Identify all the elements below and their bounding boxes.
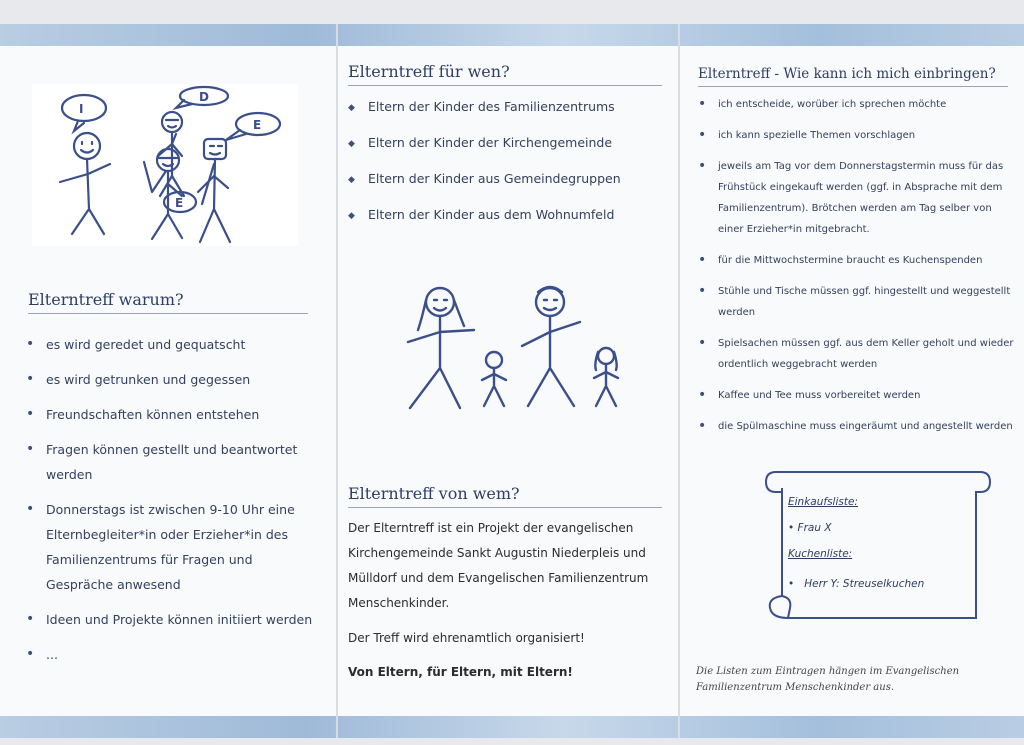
list-item: • für die Mittwochstermine braucht es Kuchenspenden [696,250,1014,271]
for-whom-list [346,98,666,242]
why-list [24,332,314,677]
list-item: • ich entscheide, worüber ich sprechen möchte [696,94,1014,115]
list-item: • Stühle und Tische müssen ggf. hingestellt und weggestellt werden [696,281,1014,323]
list-item: • Kaffee und Tee muss vorbereitet werden [696,385,1014,406]
entry-bullet: • [788,522,798,534]
list-item: • Fragen können gestellt und beantwortet werden [24,437,314,487]
people-talking-sketch [32,84,298,246]
left-panel [0,46,336,716]
heading-contribute: Elterntreff - Wie kann ich mich einbringen? [698,66,1008,87]
speech-letter-d: D [199,90,209,104]
heading-why: Elterntreff warum? [28,290,308,314]
list-item: • Donnerstags ist zwischen 9-10 Uhr eine Elternbegleiter*in oder Erzieher*in des Familienzentrums für Fragen und Gespräche anwesend [24,497,314,597]
volunteer-note: Der Treff wird ehrenamtlich organisiert! [348,631,585,645]
list-item: • ... [24,642,314,667]
cake-entry-text: Herr Y: Streuselkuchen [804,578,925,590]
list-item: ◆ Eltern der Kinder des Familienzentrums [346,98,666,116]
list-item: • Freundschaften können entstehen [24,402,314,427]
speech-letter-i: I [79,102,84,116]
project-description: Der Elterntreff ist ein Projekt der evangelischen Kirchengemeinde Sankt Augustin Niederpleis und Mülldorf und dem Evangelischen Familienzentrum Menschenkinder. [348,521,649,610]
scroll-outline [758,458,998,634]
entry-bullet: • [788,578,805,590]
list-scroll [758,458,998,634]
bottom-decor-band [0,716,1024,738]
list-item: • die Spülmaschine muss eingeräumt und angestellt werden [696,416,1014,437]
contribute-list [696,94,1014,447]
family-sketch [398,282,638,412]
list-item: ◆ Eltern der Kinder aus Gemeindegruppen [346,170,666,188]
list-item: ◆ Eltern der Kinder aus dem Wohnumfeld [346,206,666,224]
heading-from-whom: Elterntreff von wem? [348,484,662,508]
list-item: • es wird getrunken und gegessen [24,367,314,392]
cake-list-title: Kuchenliste: [788,548,853,560]
list-item: • es wird geredet und gequatscht [24,332,314,357]
shopping-list-entry [788,522,832,534]
people-talking-drawing [32,84,298,246]
lists-footer-note: Die Listen zum Eintragen hängen im Evangelischen Familienzentrum Menschenkinder aus. [696,666,960,693]
list-item: • ich kann spezielle Themen vorschlagen [696,125,1014,146]
list-item: • Spielsachen müssen ggf. aus dem Keller geholt und wieder ordentlich weggebracht werden [696,333,1014,375]
heading-for-whom: Elterntreff für wen? [348,62,662,86]
speech-letter-e-low: E [175,196,184,210]
family-drawing [398,282,638,412]
right-panel [680,46,1024,716]
slogan: Von Eltern, für Eltern, mit Eltern! [348,665,573,679]
shopping-list-title: Einkaufsliste: [788,496,858,508]
cake-list-entry [788,578,924,590]
top-decor-band [0,24,1024,46]
list-item: • jeweils am Tag vor dem Donnerstagstermin muss für das Frühstück eingekauft werden (ggf. in Absprache mit dem Familienzentrum). Brötchen werden am Tag selber von einer Erzieher*in mitgebracht. [696,156,1014,240]
shopping-entry-text: Frau X [797,522,832,534]
middle-panel [338,46,678,716]
speech-letter-e-top: E [253,118,262,132]
list-item: ◆ Eltern der Kinder der Kirchengemeinde [346,134,666,152]
list-item: • Ideen und Projekte können initiiert werden [24,607,314,632]
